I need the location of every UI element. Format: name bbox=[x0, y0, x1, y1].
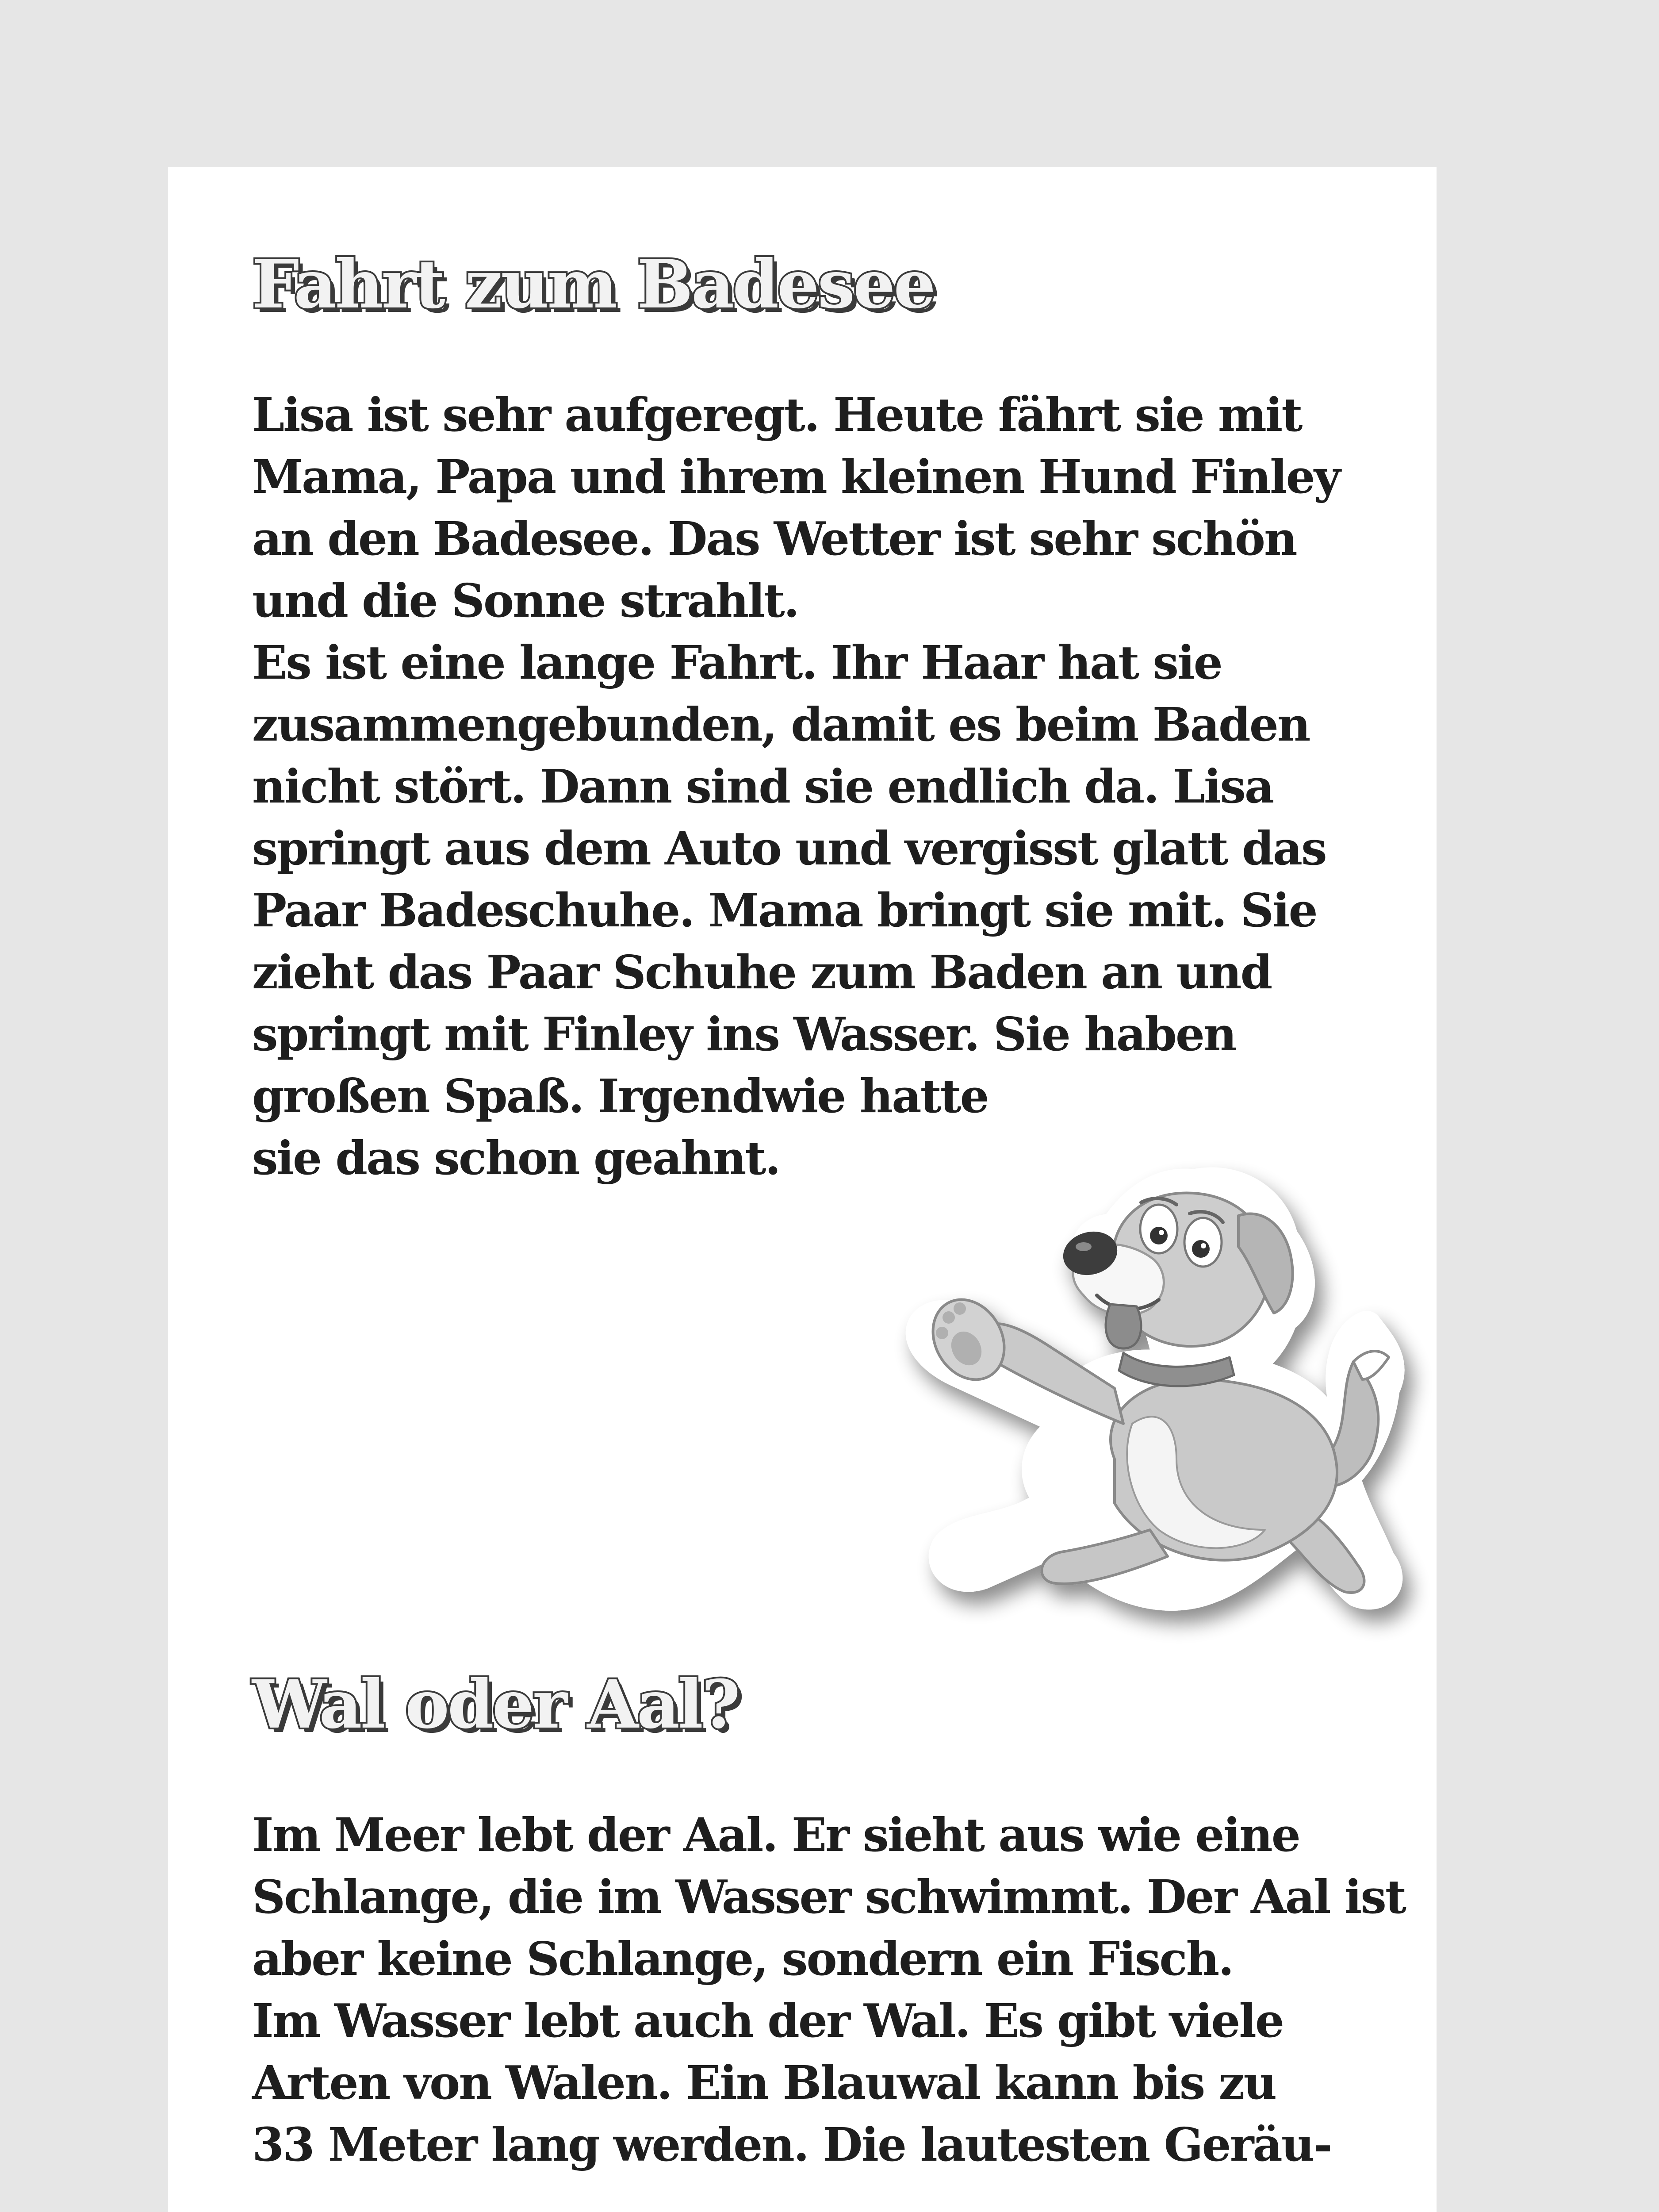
text-line: nicht stört. Dann sind sie endlich da. Lisa bbox=[252, 759, 1273, 814]
text-line: sie das schon geahnt. bbox=[252, 1131, 780, 1185]
text-line: großen Spaß. Irgendwie hatte bbox=[252, 1069, 988, 1123]
text-line: Mama, Papa und ihrem kleinen Hund Finley bbox=[252, 449, 1340, 504]
section-heading-badesee: Fahrt zum Badesee bbox=[252, 246, 934, 323]
text-line: zusammengebunden, damit es beim Baden bbox=[252, 697, 1310, 752]
text-line: Arten von Walen. Ein Blauwal kann bis zu bbox=[252, 2055, 1276, 2110]
text-line: und die Sonne strahlt. bbox=[252, 573, 798, 628]
story-text-wal bbox=[252, 1804, 1405, 2176]
text-line: Lisa ist sehr aufgeregt. Heute fährt sie mit bbox=[252, 388, 1302, 442]
text-line: an den Badesee. Das Wetter ist sehr schön bbox=[252, 511, 1296, 566]
text-line: springt mit Finley ins Wasser. Sie haben bbox=[252, 1007, 1236, 1061]
text-line: Es ist eine lange Fahrt. Ihr Haar hat sie bbox=[252, 635, 1222, 690]
text-line: Schlange, die im Wasser schwimmt. Der Aal ist bbox=[252, 1870, 1405, 1924]
text-line: Im Meer lebt der Aal. Er sieht aus wie eine bbox=[252, 1808, 1299, 1862]
section-heading-wal: Wal oder Aal? bbox=[252, 1666, 739, 1743]
cartoon-dog-icon bbox=[849, 1141, 1437, 1738]
text-line: zieht das Paar Schuhe zum Baden an und bbox=[252, 945, 1272, 999]
text-line: aber keine Schlange, sondern ein Fisch. bbox=[252, 1932, 1233, 1986]
text-line: 33 Meter lang werden. Die lautesten Geräu- bbox=[252, 2117, 1331, 2172]
story-text-badesee bbox=[252, 384, 1402, 1189]
text-line: springt aus dem Auto und vergisst glatt das bbox=[252, 821, 1326, 876]
text-line: Paar Badeschuhe. Mama bringt sie mit. Sie bbox=[252, 883, 1317, 937]
text-line: Im Wasser lebt auch der Wal. Es gibt viele bbox=[252, 1993, 1284, 2048]
book-page bbox=[168, 167, 1437, 2212]
